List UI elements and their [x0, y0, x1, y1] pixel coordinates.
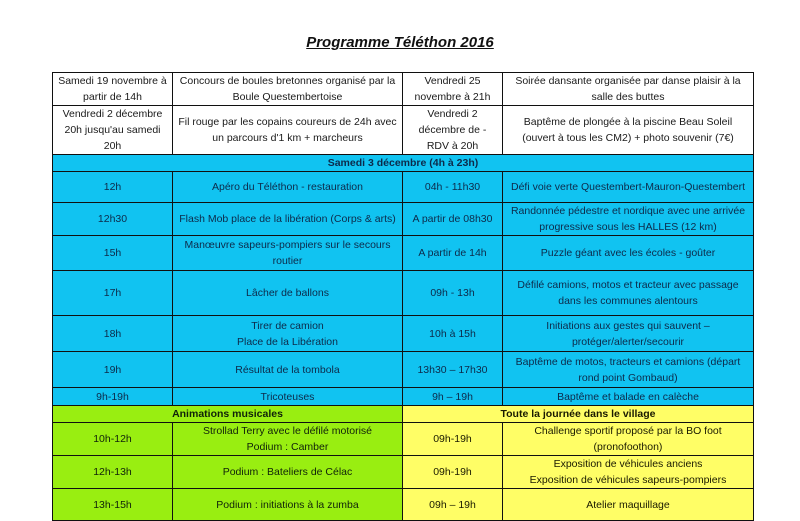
event-line: Baptême de motos, tracteurs et camions (départ rond point Gombaud) — [515, 355, 741, 384]
time-cell: 12h — [53, 172, 173, 203]
schedule-row — [53, 423, 754, 456]
schedule-row — [53, 489, 754, 521]
schedule-row — [53, 456, 754, 489]
event-cell — [503, 456, 754, 489]
pre-event-row — [53, 106, 754, 155]
event-line: Apéro du Téléthon - restauration — [212, 181, 363, 193]
schedule-row — [53, 203, 754, 236]
event-cell — [503, 423, 754, 456]
pre-event-row — [53, 73, 754, 106]
event-cell — [173, 203, 403, 236]
event-line: Lâcher de ballons — [246, 287, 329, 299]
event-line: Manœuvre sapeurs-pompiers sur le secours routier — [184, 239, 391, 267]
event-cell — [503, 236, 754, 271]
event-cell — [503, 388, 754, 406]
schedule-row — [53, 172, 754, 203]
time-cell: A partir de 14h — [403, 236, 503, 271]
time-cell: 13h-15h — [53, 489, 173, 521]
event-cell — [173, 423, 403, 456]
event-line: Podium : initiations à la zumba — [216, 498, 359, 511]
event-line: Tricoteuses — [260, 390, 315, 403]
event-line: Podium : Camber — [246, 441, 329, 453]
event-cell — [503, 352, 754, 388]
time-cell: 09h - 13h — [403, 271, 503, 316]
event-line: Exposition de véhicules anciens — [553, 458, 703, 470]
day-header: Samedi 3 décembre (4h à 23h) — [53, 155, 754, 172]
event-cell — [503, 172, 754, 203]
event-line: Tirer de camion — [251, 319, 324, 332]
schedule-row — [53, 388, 754, 406]
event-line: Résultat de la tombola — [235, 363, 340, 376]
event-cell — [503, 203, 754, 236]
event-cell: Baptême de plongée à la piscine Beau Soleil (ouvert à tous les CM2) + photo souvenir (7€) — [503, 106, 754, 155]
event-line: Flash Mob place de la libération (Corps & arts) — [179, 213, 396, 225]
time-cell: 12h-13h — [53, 456, 173, 489]
time-cell: 09h-19h — [403, 456, 503, 489]
event-cell — [173, 352, 403, 388]
music-header: Animations musicales — [53, 406, 403, 423]
time-cell: 12h30 — [53, 203, 173, 236]
time-cell: 04h - 11h30 — [403, 172, 503, 203]
event-line: Défi voie verte Questembert-Mauron-Questembert — [510, 181, 745, 193]
schedule-row — [53, 352, 754, 388]
event-line: Randonnée pédestre et nordique avec une arrivée progressive sous les HALLES (12 km) — [510, 205, 746, 233]
time-cell: 10h à 15h — [403, 316, 503, 352]
time-cell: 09h – 19h — [403, 489, 503, 521]
time-cell: 13h30 – 17h30 — [403, 352, 503, 388]
event-line: Défilé camions, motos et tracteur avec passage dans les communes alentours — [517, 279, 739, 307]
event-line: Exposition de véhicules sapeurs-pompiers — [529, 474, 727, 486]
time-cell: 17h — [53, 271, 173, 316]
event-line: Challenge sportif proposé par la BO foot (pronofoothon) — [534, 425, 722, 453]
event-cell — [503, 489, 754, 521]
event-cell: Fil rouge par les copains coureurs de 24h avec un parcours d'1 km + marcheurs — [173, 106, 403, 155]
day-header-row — [53, 155, 754, 172]
event-cell: Concours de boules bretonnes organisé par la Boule Questembertoise — [173, 73, 403, 106]
schedule-row — [53, 271, 754, 316]
event-cell: Soirée dansante organisée par danse plaisir à la salle des buttes — [503, 73, 754, 106]
page-title: Programme Téléthon 2016 — [306, 34, 494, 51]
village-header: Toute la journée dans le village — [403, 406, 754, 423]
time-cell: 10h-12h — [53, 423, 173, 456]
time-cell: 15h — [53, 236, 173, 271]
time-cell: 09h-19h — [403, 423, 503, 456]
time-cell: 18h — [53, 316, 173, 352]
event-cell — [173, 236, 403, 271]
event-cell — [173, 388, 403, 406]
time-cell: 9h-19h — [53, 388, 173, 406]
event-cell — [173, 172, 403, 203]
date-cell: Vendredi 25 novembre à 21h — [403, 73, 503, 106]
date-cell: Vendredi 2 décembre 20h jusqu'au samedi 20h — [53, 106, 173, 155]
event-cell — [503, 316, 754, 352]
event-cell — [173, 489, 403, 521]
event-line: Podium : Bateliers de Célac — [222, 466, 353, 478]
schedule-row — [53, 236, 754, 271]
programme-table — [52, 72, 754, 521]
event-line: Place de la Libération — [237, 335, 338, 348]
time-cell: 19h — [53, 352, 173, 388]
event-cell — [173, 316, 403, 352]
event-line: Initiations aux gestes qui sauvent – protéger/alerter/secourir — [546, 319, 710, 348]
event-line: Baptême et balade en calèche — [557, 390, 699, 403]
event-cell — [503, 271, 754, 316]
event-cell — [173, 456, 403, 489]
event-line: Puzzle géant avec les écoles - goûter — [540, 247, 716, 259]
date-cell: Samedi 19 novembre à partir de 14h — [53, 73, 173, 106]
schedule-row — [53, 316, 754, 352]
time-cell: 9h – 19h — [403, 388, 503, 406]
event-line: Atelier maquillage — [586, 498, 670, 511]
date-cell: Vendredi 2 décembre de - RDV à 20h — [403, 106, 503, 155]
section-header-row — [53, 406, 754, 423]
time-cell: A partir de 08h30 — [403, 203, 503, 236]
event-cell — [173, 271, 403, 316]
event-line: Strollad Terry avec le défilé motorisé — [202, 425, 373, 437]
